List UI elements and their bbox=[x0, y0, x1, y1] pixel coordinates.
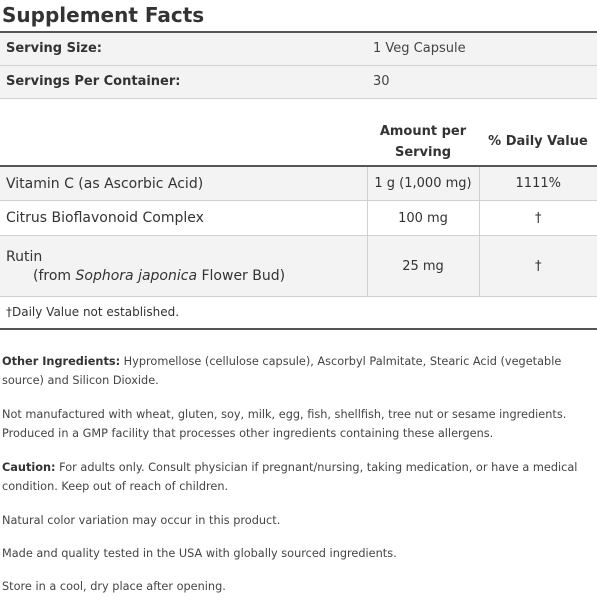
servings-per-container-value: 30 bbox=[373, 74, 390, 89]
source-species: Sophora japonica bbox=[75, 267, 198, 284]
servings-per-container-label: Servings Per Container: bbox=[6, 74, 181, 89]
nutrient-source bbox=[6, 268, 361, 284]
nutrient-name-cell bbox=[0, 236, 367, 297]
nutrient-amount: 1 g (1,000 mg) bbox=[367, 166, 479, 201]
page-title: Supplement Facts bbox=[2, 3, 205, 27]
serving-size-row bbox=[0, 32, 597, 65]
quality-note: Made and quality tested in the USA with globally sourced ingredients. bbox=[2, 546, 397, 560]
nutrient-daily-value: † bbox=[479, 201, 597, 236]
source-prefix: (from bbox=[33, 267, 76, 284]
other-ingredients bbox=[2, 352, 595, 390]
amount-per-serving-header bbox=[367, 118, 479, 166]
caution-text: For adults only. Consult physician if pregnant/nursing, taking medication, or have a medical condition. Keep out of reach of children. bbox=[2, 460, 578, 493]
nutrient-name: Rutin bbox=[6, 248, 43, 265]
amount-header-line2: Serving bbox=[394, 144, 452, 160]
daily-value-header: % Daily Value bbox=[488, 134, 588, 149]
section-spacer bbox=[0, 98, 597, 118]
other-ingredients-label: Other Ingredients: bbox=[2, 354, 121, 368]
footnote-row bbox=[0, 297, 597, 329]
nutrient-row bbox=[0, 166, 597, 201]
product-information bbox=[0, 352, 597, 596]
nutrient-daily-value: † bbox=[479, 236, 597, 297]
nutrient-amount: 100 mg bbox=[367, 201, 479, 236]
nutrient-name: Citrus Bioflavonoid Complex bbox=[0, 201, 367, 236]
column-header-row bbox=[0, 118, 597, 166]
servings-per-container-row bbox=[0, 65, 597, 98]
source-suffix: Flower Bud) bbox=[197, 267, 286, 284]
supplement-facts-table bbox=[0, 31, 597, 330]
nutrient-amount: 25 mg bbox=[367, 236, 479, 297]
allergen-statement: Not manufactured with wheat, gluten, soy, milk, egg, fish, shellfish, tree nut or sesame ingredients. Produced in a GMP facility that processes other ingredients containing these allergens. bbox=[2, 407, 567, 440]
serving-size-value: 1 Veg Capsule bbox=[373, 41, 466, 57]
nutrient-row bbox=[0, 236, 597, 297]
color-variation-note: Natural color variation may occur in this product. bbox=[2, 513, 281, 527]
caution-label: Caution: bbox=[2, 460, 56, 474]
storage-note: Store in a cool, dry place after opening. bbox=[2, 579, 226, 593]
nutrient-daily-value: 1111% bbox=[479, 166, 597, 201]
serving-size-label: Serving Size: bbox=[6, 41, 103, 57]
daily-value-footnote: †Daily Value not established. bbox=[6, 305, 180, 320]
caution-statement bbox=[2, 458, 595, 496]
nutrient-name: Vitamin C (as Ascorbic Acid) bbox=[0, 166, 367, 201]
amount-header-line1: Amount per bbox=[379, 123, 467, 139]
nutrient-row bbox=[0, 201, 597, 236]
other-ingredients-text: Hypromellose (cellulose capsule), Ascorbyl Palmitate, Stearic Acid (vegetable source) and Silicon Dioxide. bbox=[2, 354, 562, 387]
